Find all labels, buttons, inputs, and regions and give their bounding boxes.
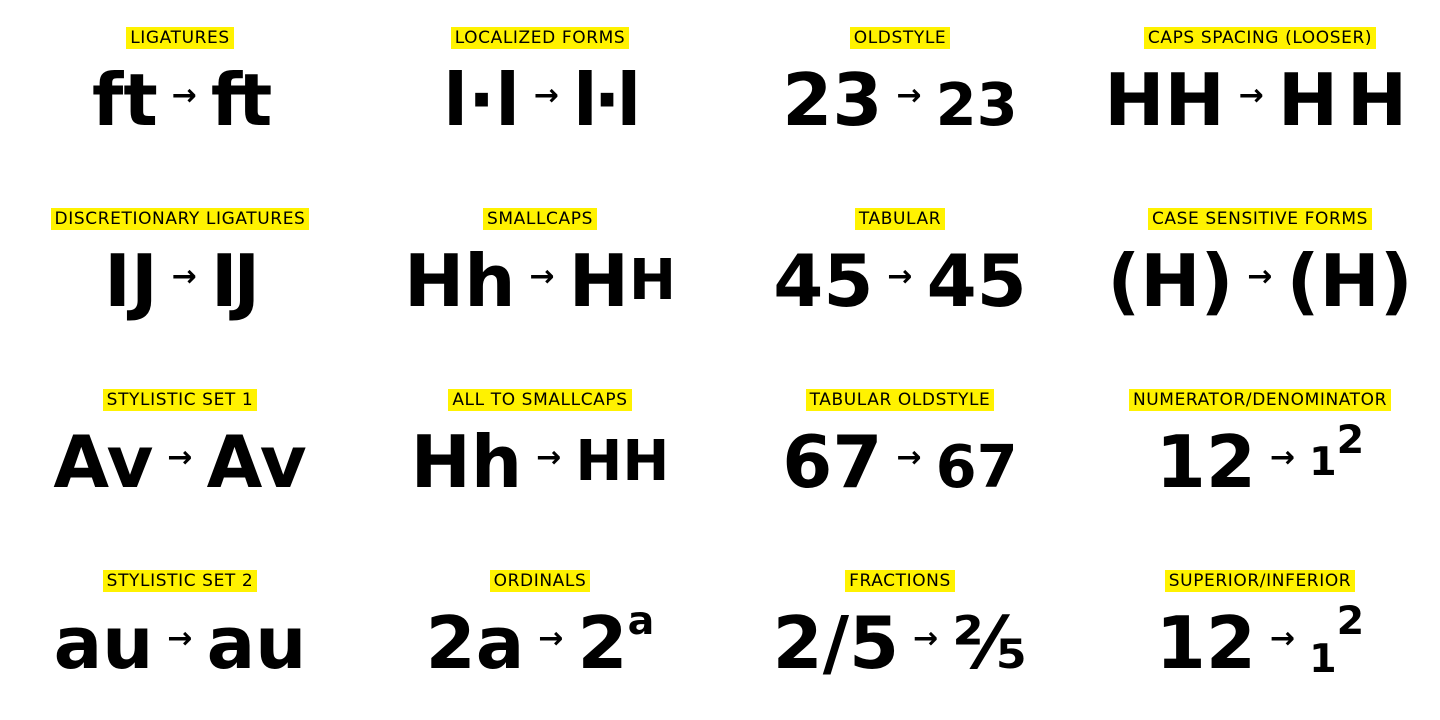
feature-sample: [426, 600, 655, 686]
arrow-icon: →: [1269, 621, 1296, 656]
feature-cell: [0, 181, 360, 362]
sample-after: Av: [206, 420, 307, 504]
feature-cell: [720, 181, 1080, 362]
arrow-icon: →: [896, 440, 922, 475]
feature-cell: [360, 362, 720, 543]
feature-label: NUMERATOR/DENOMINATOR: [1129, 389, 1391, 411]
arrow-icon: →: [1238, 78, 1264, 113]
sample-after-inferior: 1: [1309, 635, 1337, 682]
arrow-icon: →: [171, 78, 197, 113]
sample-after-smallcap: H: [628, 248, 676, 313]
sample-before: HH: [1104, 58, 1225, 142]
feature-sample: [443, 57, 637, 143]
feature-sample: [1156, 600, 1364, 686]
arrow-icon: →: [536, 440, 562, 475]
sample-before: (H): [1107, 239, 1234, 323]
sample-before: 2/5: [772, 601, 900, 685]
feature-label: SMALLCAPS: [483, 208, 597, 230]
feature-sample: [1104, 57, 1415, 143]
arrow-icon: →: [538, 621, 564, 656]
sample-before: Av: [53, 420, 154, 504]
feature-sample: [782, 57, 1018, 143]
sample-before: Hh: [410, 420, 523, 504]
arrow-icon: →: [167, 621, 193, 656]
sample-after: ft: [210, 58, 268, 142]
sample-before: ft: [92, 58, 158, 142]
sample-after-number: 2: [577, 601, 628, 685]
feature-label: LOCALIZED FORMS: [451, 27, 630, 49]
feature-cell: [1080, 543, 1440, 720]
sample-after: 23: [935, 69, 1018, 139]
sample-after: (H): [1286, 239, 1413, 323]
feature-cell: [720, 362, 1080, 543]
feature-cell: [1080, 181, 1440, 362]
sample-before: 12: [1155, 420, 1256, 504]
feature-sample: [1156, 419, 1364, 505]
feature-sample: [1107, 238, 1412, 324]
feature-label: DISCRETIONARY LIGATURES: [51, 208, 310, 230]
sample-after-superior: 2: [1336, 598, 1365, 645]
feature-label: ORDINALS: [490, 570, 591, 592]
sample-before: Hh: [404, 239, 516, 323]
sample-before: IJ: [104, 239, 158, 323]
sample-after: l·l: [573, 58, 637, 142]
arrow-icon: →: [533, 78, 560, 113]
sample-after: HH: [575, 429, 670, 494]
arrow-icon: →: [1269, 440, 1296, 475]
feature-cell: [0, 0, 360, 181]
arrow-icon: →: [896, 78, 922, 113]
feature-sample: [773, 238, 1027, 324]
feature-sample: [53, 419, 306, 505]
feature-cell: [0, 543, 360, 720]
sample-after-denominator: 2: [1336, 417, 1365, 464]
feature-label: STYLISTIC SET 1: [103, 389, 258, 411]
feature-label: SUPERIOR/INFERIOR: [1165, 570, 1355, 592]
sample-before: 45: [773, 239, 874, 323]
sample-after: ²⁄₅: [952, 601, 1028, 685]
arrow-icon: →: [171, 259, 197, 294]
feature-sample: [104, 238, 256, 324]
arrow-icon: →: [1247, 259, 1273, 294]
feature-label: FRACTIONS: [845, 570, 955, 592]
sample-before: l·l: [443, 58, 520, 142]
sample-after-ordinal: a: [627, 598, 655, 645]
feature-label: CASE SENSITIVE FORMS: [1148, 208, 1372, 230]
sample-after: 45: [926, 239, 1027, 323]
feature-sample: [92, 57, 268, 143]
feature-cell: [360, 0, 720, 181]
feature-cell: [720, 0, 1080, 181]
feature-label: STYLISTIC SET 2: [103, 570, 258, 592]
feature-cell: [0, 362, 360, 543]
sample-before: au: [53, 601, 154, 685]
feature-cell: [1080, 0, 1440, 181]
sample-before: 67: [782, 420, 883, 504]
feature-sample: [773, 600, 1028, 686]
sample-after: HH: [1277, 58, 1416, 142]
feature-cell: [1080, 362, 1440, 543]
sample-after-cap: H: [568, 239, 629, 323]
arrow-icon: →: [529, 259, 555, 294]
feature-label: TABULAR OLDSTYLE: [806, 389, 995, 411]
sample-before: 2a: [425, 601, 525, 685]
sample-after: IJ: [210, 239, 256, 323]
feature-label: TABULAR: [855, 208, 945, 230]
feature-label: CAPS SPACING (LOOSER): [1144, 27, 1376, 49]
feature-sample: [411, 419, 670, 505]
feature-label: LIGATURES: [126, 27, 234, 49]
feature-sample: [54, 600, 307, 686]
arrow-icon: →: [913, 621, 939, 656]
sample-after: 67: [935, 431, 1018, 501]
feature-cell: [360, 543, 720, 720]
sample-before: 23: [782, 58, 883, 142]
feature-label: OLDSTYLE: [850, 27, 951, 49]
feature-label: ALL TO SMALLCAPS: [448, 389, 631, 411]
feature-sample: [782, 419, 1018, 505]
feature-cell: [720, 543, 1080, 720]
arrow-icon: →: [167, 440, 193, 475]
feature-sample: [404, 238, 676, 324]
sample-after: au: [206, 601, 307, 685]
sample-before: 12: [1155, 601, 1256, 685]
arrow-icon: →: [887, 259, 913, 294]
feature-cell: [360, 181, 720, 362]
sample-after-numerator: 1: [1309, 439, 1337, 485]
